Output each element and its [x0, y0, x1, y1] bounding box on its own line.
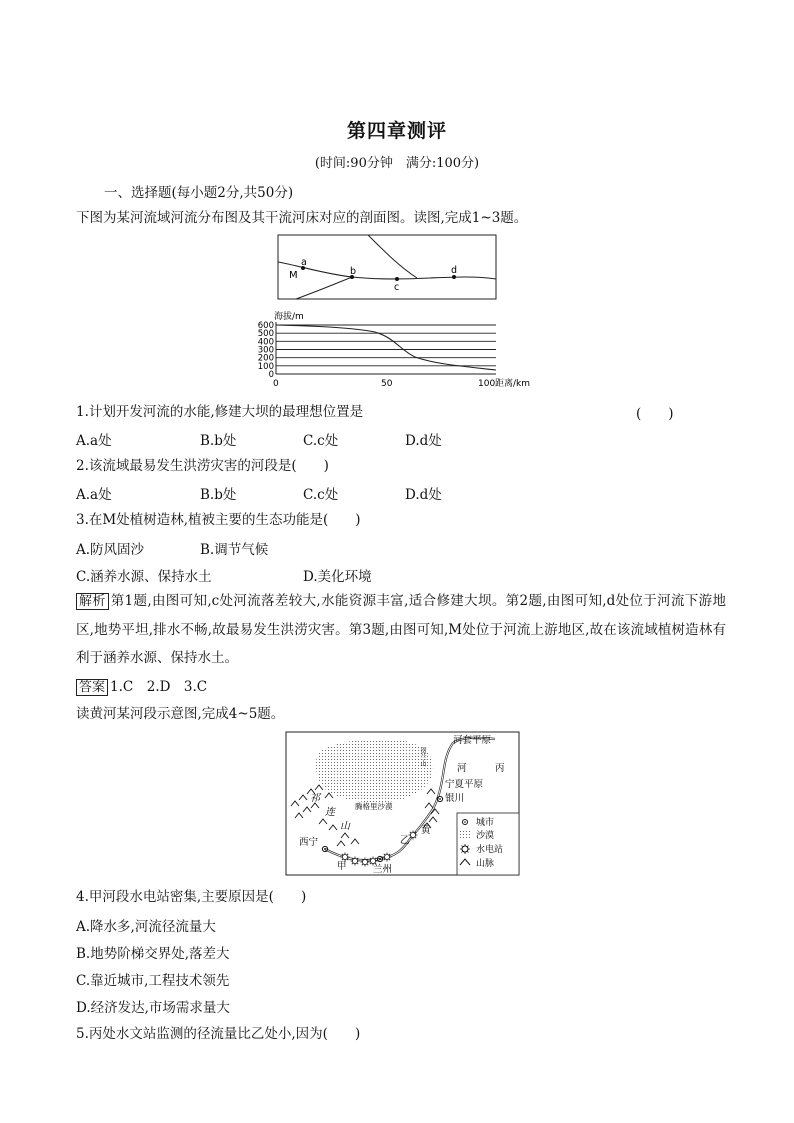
- mountain-icon: [425, 803, 433, 808]
- label-xining: 西宁: [299, 837, 319, 848]
- q2-option-b: B.b处: [200, 487, 237, 503]
- analysis-text: 第1题,由图可知,c处河流落差较大,水能资源丰富,适合修建大坝。第2题,由图可知,d处位于河流下游地区,地势平坦,排水不畅,故最易发生洪涝灾害。第3题,由图可知,M处位于河流上游地区,故在该流域植树造林有利于涵养水源、保持水土。: [76, 593, 726, 666]
- profile-ylabel: 海拔/m: [274, 312, 304, 322]
- intro-text-1: 下图为某河流域河流分布图及其干流河床对应的剖面图。读图,完成1~3题。: [76, 210, 528, 226]
- q3-option-a: A.防风固沙: [76, 542, 145, 558]
- q1-option-b: B.b处: [200, 433, 237, 449]
- profile-xtick-0: 0: [273, 379, 279, 389]
- city-yinchuan-dot: [439, 798, 441, 800]
- answer-text: 1.C 2.D 3.C: [110, 679, 208, 695]
- q1-option-c: C.c处: [303, 433, 339, 449]
- mountain-icon: [341, 833, 349, 838]
- main-river: [278, 262, 496, 279]
- label-c: c: [394, 282, 400, 293]
- profile-ytick-label: 300: [257, 345, 274, 356]
- q4-option-d: D.经济发达,市场需求量大: [76, 1000, 230, 1016]
- q3-option-d: D.美化环境: [303, 569, 372, 585]
- mountain-icon: [429, 817, 437, 822]
- mountain-icon: [295, 813, 303, 818]
- city-xining-dot: [324, 848, 326, 850]
- label-helan: 贺兰山: [419, 747, 427, 767]
- map-frame: [278, 235, 496, 299]
- label-shan: 山: [340, 821, 350, 832]
- label-yinchuan: 银川: [445, 793, 465, 804]
- intro-text-2: 读黄河某河段示意图,完成4~5题。: [76, 706, 285, 722]
- profile-y-ticks: [258, 321, 274, 380]
- legend-desert-label: 沙漠: [476, 831, 495, 841]
- point-c: [395, 277, 399, 281]
- page-title: 第四章测评: [346, 120, 447, 142]
- q4-option-a: A.降水多,河流径流量大: [76, 919, 216, 935]
- hydropower-station-icon: [383, 853, 392, 862]
- label-ningxia-plain: 宁夏平原: [445, 779, 484, 790]
- tributary-lower: [296, 277, 352, 299]
- legend-mountain-label: 山脉: [476, 859, 495, 869]
- mountain-icon: [325, 793, 333, 798]
- mountain-icon: [427, 789, 435, 794]
- mountain-icon: [319, 819, 327, 824]
- city-lanzhou-dot: [379, 858, 381, 860]
- legend-city-label: 城市: [476, 818, 495, 828]
- q2-option-c: C.c处: [303, 487, 339, 503]
- label-huang: 黄: [421, 825, 431, 836]
- hydropower-station-icon: [361, 858, 370, 867]
- label-tengger-desert: 腾格里沙漠: [355, 802, 393, 811]
- q2-option-a: A.a处: [76, 487, 112, 503]
- label-yi: 乙: [400, 835, 410, 846]
- desert-area: [316, 739, 433, 802]
- riverbed-profile-curve: [276, 325, 496, 370]
- mountain-icon: [351, 839, 359, 844]
- label-b: b: [350, 266, 357, 277]
- label-he: 河: [457, 763, 467, 774]
- mountain-icon: [315, 785, 323, 790]
- profile-ytick-label: 0: [268, 370, 274, 380]
- q2-stem: 2.该流域最易发生洪涝灾害的河段是( ): [76, 458, 329, 474]
- tributary-upper: [368, 235, 417, 278]
- mountain-icon: [291, 801, 299, 806]
- label-d: d: [451, 265, 458, 276]
- profile-xlabel: 距离/km: [495, 379, 531, 389]
- page-subtitle: (时间:90分钟 满分:100分): [314, 156, 480, 171]
- mountain-icon: [303, 807, 311, 812]
- q1-answer-paren: ( ): [636, 406, 674, 422]
- river-map-figure: [257, 232, 531, 394]
- label-hetao-plain: 河套平原: [453, 735, 492, 746]
- profile-ytick-label: 500: [257, 329, 274, 340]
- profile-ytick-label: 600: [257, 321, 274, 331]
- q1-stem: 1.计划开发河流的水能,修建大坝的最理想位置是: [76, 404, 364, 420]
- q2-option-d: D.d处: [405, 487, 442, 503]
- label-lanzhou: 兰州: [373, 864, 393, 875]
- answer-label: 答案: [76, 679, 108, 696]
- mountain-icon: [337, 841, 345, 846]
- profile-ytick-label: 200: [257, 353, 274, 364]
- analysis-block: [76, 587, 726, 672]
- hydropower-station-icon: [409, 831, 418, 840]
- answer-block: [76, 677, 726, 698]
- mountain-icon: [329, 825, 337, 830]
- legend-desert-icon: [460, 831, 470, 838]
- q1-option-d: D.d处: [405, 433, 442, 449]
- yellow-river-map: [285, 731, 521, 877]
- q3-option-c: C.涵养水源、保持水土: [76, 569, 212, 585]
- profile-ytick-label: 400: [257, 337, 274, 348]
- label-jia: 甲: [337, 861, 347, 872]
- analysis-label: 解析: [76, 593, 109, 610]
- q4-stem: 4.甲河段水电站密集,主要原因是( ): [76, 889, 307, 905]
- label-lian: 连: [325, 807, 335, 818]
- mountain-icon: [299, 795, 307, 800]
- q4-option-b: B.地势阶梯交界处,落差大: [76, 946, 230, 962]
- label-bing: 丙: [495, 763, 505, 774]
- profile-xtick-50: 50: [381, 379, 393, 389]
- label-qi: 祁: [310, 793, 320, 804]
- legend-city-dot: [464, 821, 466, 823]
- q3-stem: 3.在M处植树造林,植被主要的生态功能是( ): [76, 512, 361, 528]
- profile-ytick-label: 100: [257, 361, 274, 372]
- legend-station-label: 水电站: [476, 845, 504, 855]
- profile-xtick-100: 100: [478, 379, 496, 389]
- section-heading: 一、选择题(每小题2分,共50分): [104, 185, 294, 201]
- q3-option-b: B.调节气候: [200, 542, 269, 558]
- profile-gridlines: [276, 325, 496, 366]
- hydropower-station-icon: [351, 857, 360, 866]
- q1-option-a: A.a处: [76, 433, 112, 449]
- label-M: M: [289, 270, 298, 281]
- q4-option-c: C.靠近城市,工程技术领先: [76, 973, 230, 989]
- q5-stem: 5.丙处水文站监测的径流量比乙处小,因为( ): [76, 1026, 361, 1042]
- label-a: a: [301, 257, 307, 268]
